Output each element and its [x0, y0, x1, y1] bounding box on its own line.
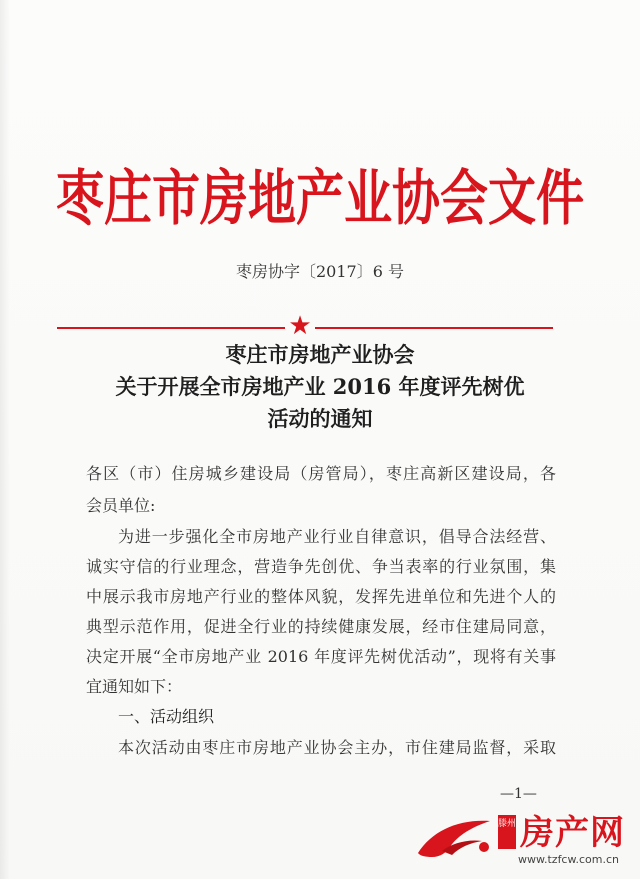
page-number: —1—: [500, 786, 537, 802]
body-paragraph-line: 诚实守信的行业理念，营造争先创优、争当表率的行业氛围，集: [86, 557, 556, 576]
watermark-url: www.tzfcw.com.cn: [518, 853, 619, 866]
masthead-title: 枣庄市房地产业协会文件: [55, 163, 584, 234]
notice-title-line-2: 关于开展全市房地产业 2016 年度评先树优: [115, 374, 525, 399]
body-line-addressee-1: 各区（市）住房城乡建设局（房管局），枣庄高新区建设局，各: [86, 464, 556, 483]
watermark-badge: 滕州: [498, 815, 516, 849]
red-divider-left: [57, 327, 285, 329]
red-divider-right: [315, 327, 553, 329]
notice-title-line-3: 活动的通知: [267, 406, 373, 431]
body-paragraph-line: 本次活动由枣庄市房地产业协会主办，市住建局监督，采取: [118, 738, 556, 757]
body-paragraph-line: 宜通知如下：: [86, 677, 183, 696]
body-paragraph-line: 典型示范作用，促进全行业的持续健康发展，经市住建局同意，: [86, 617, 556, 636]
page-edge-shadow: [0, 0, 10, 879]
star-icon: ★: [288, 311, 312, 341]
body-paragraph-line: 决定开展“全市房地产业 2016 年度评先树优活动”，现将有关事: [86, 647, 556, 666]
body-paragraph-line: 中展示我市房地产行业的整体风貌，发挥先进单位和先进个人的: [86, 587, 556, 606]
section-heading: 一、活动组织: [118, 707, 215, 726]
body-line-addressee-2: 会员单位:: [86, 496, 156, 515]
body-paragraph-line: 为进一步强化全市房地产业行业自律意识，倡导合法经营、: [118, 527, 556, 546]
watermark-brand: 房产网: [520, 813, 625, 853]
notice-title-line-1: 枣庄市房地产业协会: [225, 342, 415, 367]
site-watermark: [412, 801, 632, 873]
document-number: 枣房协字〔2017〕6 号: [236, 262, 404, 281]
brand-logo-icon: [412, 813, 502, 863]
